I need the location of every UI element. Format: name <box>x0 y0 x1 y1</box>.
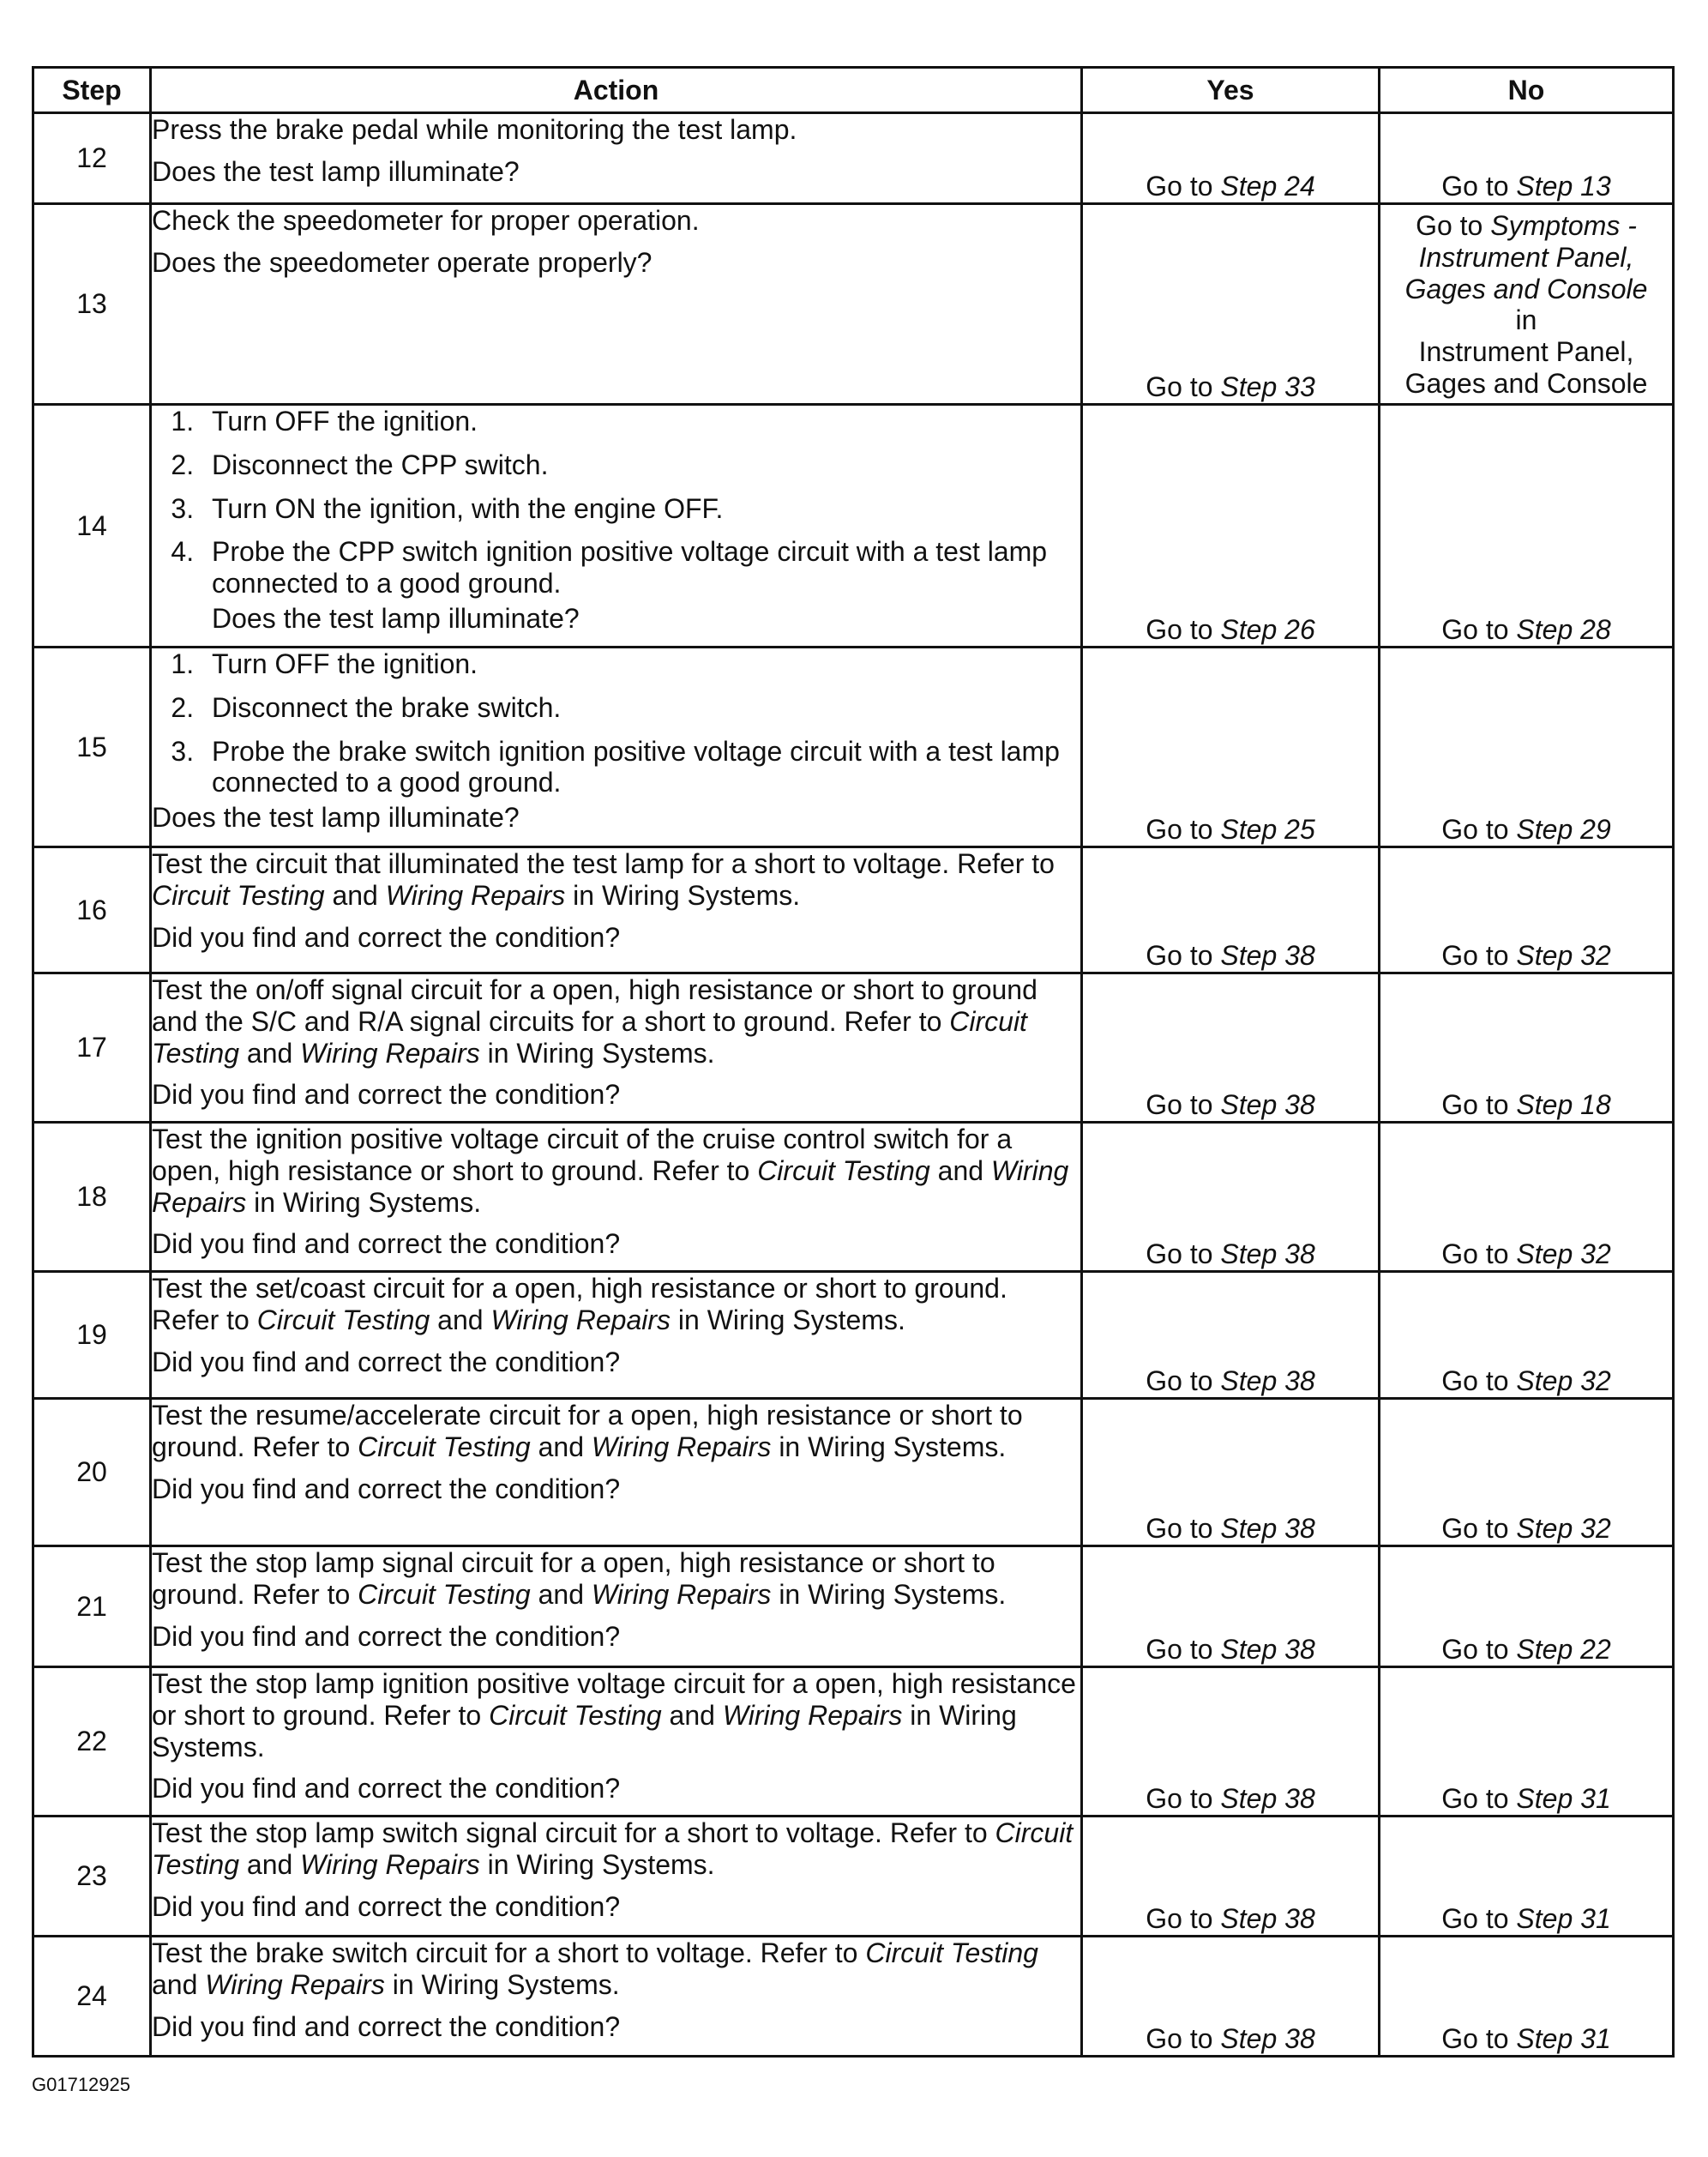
step-number: 22 <box>33 1667 151 1817</box>
step-number: 15 <box>33 648 151 847</box>
no-cell: Go to Step 31 <box>1380 1667 1674 1817</box>
table-row <box>33 1272 1674 1399</box>
table-row <box>33 847 1674 973</box>
no-cell: Go to Step 32 <box>1380 847 1674 973</box>
yes-cell: Go to Step 38 <box>1082 1399 1380 1546</box>
yes-cell: Go to Step 25 <box>1082 648 1380 847</box>
step-number: 21 <box>33 1546 151 1667</box>
table-row <box>33 1667 1674 1817</box>
action-instruction: Test the on/off signal circuit for a open, high resistance or short to ground and the S/C and R/A signal circuits for a short to ground. Refer to Circuit Testing and Wiring Repairs in Wiring Systems. <box>152 974 1037 1069</box>
procedure-item: 1. Turn OFF the ignition. <box>201 406 1080 437</box>
no-cell: Go to Step 18 <box>1380 973 1674 1123</box>
action-cell <box>151 1546 1082 1667</box>
action-question: Did you find and correct the condition? <box>152 1620 621 1652</box>
action-question: Did you find and correct the condition? <box>152 1079 621 1111</box>
action-question: Does the test lamp illuminate? <box>212 602 580 634</box>
procedure-item: 2. Disconnect the CPP switch. <box>201 449 1080 481</box>
table-row <box>33 1399 1674 1546</box>
yes-cell: Go to Step 38 <box>1082 1272 1380 1399</box>
step-number: 20 <box>33 1399 151 1546</box>
action-question: Did you find and correct the condition? <box>152 921 621 953</box>
step-number: 12 <box>33 113 151 204</box>
action-question: Does the test lamp illuminate? <box>152 802 520 834</box>
step-number: 13 <box>33 204 151 405</box>
procedure-list <box>152 406 1080 600</box>
no-cell: Go to Step 31 <box>1380 1817 1674 1937</box>
action-cell <box>151 847 1082 973</box>
table-row <box>33 1937 1674 2057</box>
action-cell <box>151 1272 1082 1399</box>
action-instruction: Test the circuit that illuminated the test lamp for a short to voltage. Refer to Circuit Testing and Wiring Repairs in Wiring Systems. <box>152 848 1055 911</box>
action-instruction: Press the brake pedal while monitoring the test lamp. <box>152 114 797 145</box>
table-row <box>33 204 1674 405</box>
no-line: in <box>1515 304 1537 336</box>
action-instruction: Test the brake switch circuit for a short to voltage. Refer to Circuit Testing and Wiring Repairs in Wiring Systems. <box>152 1937 1038 2000</box>
action-cell <box>151 113 1082 204</box>
action-question: Did you find and correct the condition? <box>152 1473 621 1504</box>
action-cell <box>151 405 1082 648</box>
action-cell <box>151 1937 1082 2057</box>
step-number: 19 <box>33 1272 151 1399</box>
step-number: 17 <box>33 973 151 1123</box>
step-number: 14 <box>33 405 151 648</box>
procedure-list <box>152 648 1080 798</box>
header-step: Step <box>33 68 151 113</box>
yes-cell: Go to Step 38 <box>1082 1546 1380 1667</box>
action-question: Did you find and correct the condition? <box>152 2010 621 2042</box>
yes-cell: Go to Step 38 <box>1082 847 1380 973</box>
header-no: No <box>1380 68 1674 113</box>
yes-cell: Go to Step 24 <box>1082 113 1380 204</box>
no-cell: Go to Step 22 <box>1380 1546 1674 1667</box>
table-row <box>33 1817 1674 1937</box>
no-cell: Go to Step 13 <box>1380 113 1674 204</box>
action-cell <box>151 973 1082 1123</box>
procedure-item: 3. Turn ON the ignition, with the engine OFF. <box>201 493 1080 525</box>
header-yes: Yes <box>1082 68 1380 113</box>
action-question: Did you find and correct the condition? <box>152 1773 621 1805</box>
yes-cell: Go to Step 26 <box>1082 405 1380 648</box>
no-cell: Go to Step 29 <box>1380 648 1674 847</box>
action-cell <box>151 1399 1082 1546</box>
no-cell <box>1380 204 1674 405</box>
action-question: Does the test lamp illuminate? <box>152 155 520 187</box>
action-instruction: Test the ignition positive voltage circuit of the cruise control switch for a open, high resistance or short to ground. Refer to Circuit Testing and Wiring Repairs in Wiring Systems. <box>152 1124 1069 1218</box>
no-line: Instrument Panel, <box>1418 241 1634 273</box>
yes-cell: Go to Step 38 <box>1082 973 1380 1123</box>
yes-cell: Go to Step 38 <box>1082 1667 1380 1817</box>
header-action: Action <box>151 68 1082 113</box>
no-line: Gages and Console <box>1404 273 1648 304</box>
no-cell: Go to Step 28 <box>1380 405 1674 648</box>
action-cell <box>151 648 1082 847</box>
figure-id: G01712925 <box>32 2074 130 2095</box>
yes-cell: Go to Step 33 <box>1082 204 1380 405</box>
step-number: 24 <box>33 1937 151 2057</box>
action-instruction: Check the speedometer for proper operation. <box>152 205 700 236</box>
action-question: Did you find and correct the condition? <box>152 1228 621 1260</box>
table-row <box>33 405 1674 648</box>
no-cell: Go to Step 32 <box>1380 1272 1674 1399</box>
action-instruction: Test the resume/accelerate circuit for a open, high resistance or short to ground. Refer to Circuit Testing and Wiring Repairs in Wiring Systems. <box>152 1400 1023 1462</box>
step-number: 23 <box>33 1817 151 1937</box>
action-question: Did you find and correct the condition? <box>152 1890 621 1922</box>
action-instruction: Test the stop lamp switch signal circuit for a short to voltage. Refer to Circuit Testing and Wiring Repairs in Wiring Systems. <box>152 1817 1074 1880</box>
step-number: 18 <box>33 1123 151 1272</box>
action-instruction: Test the set/coast circuit for a open, high resistance or short to ground. Refer to Circuit Testing and Wiring Repairs in Wiring Systems. <box>152 1273 1007 1335</box>
yes-cell: Go to Step 38 <box>1082 1817 1380 1937</box>
table-row <box>33 1546 1674 1667</box>
yes-cell: Go to Step 38 <box>1082 1123 1380 1272</box>
table-row <box>33 973 1674 1123</box>
no-line: Go to Symptoms - <box>1416 210 1637 241</box>
procedure-item: 1. Turn OFF the ignition. <box>201 648 1080 680</box>
action-question: Did you find and correct the condition? <box>152 1346 621 1377</box>
action-cell <box>151 1123 1082 1272</box>
no-line: Instrument Panel, <box>1418 336 1634 368</box>
table-row <box>33 113 1674 204</box>
no-cell: Go to Step 31 <box>1380 1937 1674 2057</box>
header-row <box>33 68 1674 113</box>
action-cell <box>151 1667 1082 1817</box>
no-cell: Go to Step 32 <box>1380 1123 1674 1272</box>
action-cell <box>151 1817 1082 1937</box>
action-instruction: Test the stop lamp ignition positive voltage circuit for a open, high resistance or short to ground. Refer to Circuit Testing and Wiring Repairs in Wiring Systems. <box>152 1668 1076 1762</box>
table-row <box>33 648 1674 847</box>
action-cell <box>151 204 1082 405</box>
table-row <box>33 1123 1674 1272</box>
procedure-item: 2. Disconnect the brake switch. <box>201 692 1080 724</box>
yes-cell: Go to Step 38 <box>1082 1937 1380 2057</box>
action-instruction: Test the stop lamp signal circuit for a open, high resistance or short to ground. Refer to Circuit Testing and Wiring Repairs in Wiring Systems. <box>152 1547 1007 1610</box>
procedure-item: 4. Probe the CPP switch ignition positive voltage circuit with a test lamp connected to a good ground. <box>201 536 1080 600</box>
no-line: Gages and Console <box>1404 367 1648 399</box>
procedure-item: 3. Probe the brake switch ignition positive voltage circuit with a test lamp connected to a good ground. <box>201 736 1080 799</box>
step-number: 16 <box>33 847 151 973</box>
action-question: Does the speedometer operate properly? <box>152 246 653 278</box>
diagnostic-table <box>32 66 1675 2058</box>
no-cell: Go to Step 32 <box>1380 1399 1674 1546</box>
